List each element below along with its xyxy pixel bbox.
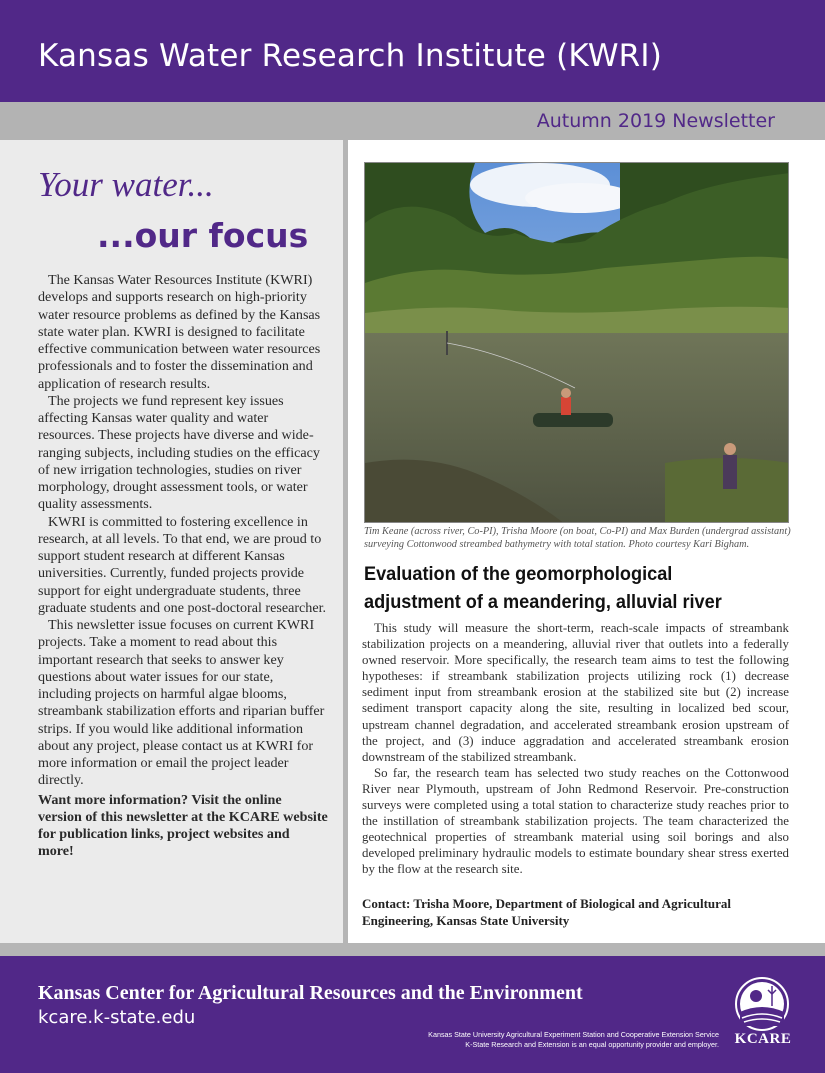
kcare-logo-text: KCARE [734,1031,792,1047]
header-banner [0,0,825,102]
tagline-our-focus: ...our focus [97,216,309,255]
photo-caption: Tim Keane (across river, Co-PI), Trisha Moore (on boat, Co-PI) and Max Burden (undergrad assistant) surveying Cottonwood streambed bathymetry with total station. Photo courtesy Kari Bigham. [364,526,791,550]
footer-disclaimer [428,1030,719,1050]
intro-text [38,272,328,861]
intro-paragraph: This newsletter issue focuses on current KWRI projects. Take a moment to read about this important research that seeks to answer key questions about water issues for our state, including projects on harmful algae blooms, streambank stabilization efforts and riparian buffer strips. If you would like additional information about any project, please contact us at KWRI for more information or email the project leader directly. [38,617,325,789]
intro-paragraph: The projects we fund represent key issues affecting Kansas water quality and water resources. These projects have diverse and wide-ranging subjects, including studies on the efficacy of new irrigation technologies, studies on river morphology, drought assessment tools, or water quality assessments. [38,392,320,513]
intro-paragraph: KWRI is committed to fostering excellence in research, at all levels. To that end, we are proud to support student research at different Kansas universities. Currently, funded projects provide support for eight undergraduate students, three graduate students and one post-doctoral researcher. [38,513,327,616]
tagline-your-water: Your water... [38,165,214,204]
footer-banner [0,956,825,1073]
disclaimer-line: K-State Research and Extension is an equal opportunity provider and employer. [465,1040,719,1049]
article-paragraph: This study will measure the short-term, reach-scale impacts of streambank stabilization projects on a meandering, alluvial river that outlets into a federally owned reservoir. More specifically, the research team aims to test the following hypotheses: if streambank stabilization projects utilizing rock (1) decrease sediment input from streambank erosion at the stabilized site but (2) increase sediment transport capacity along the site, resulting in localized bed scour, upstream channel degradation, and accelerated streambank erosion upstream of the project, and (3) induce aggradation and accelerated streambank erosion downstream of the stabilized streambank. [362,621,789,764]
newsletter-issue: Autumn 2019 Newsletter [536,110,775,132]
river-photo-illustration [365,163,789,523]
article-paragraph: So far, the research team has selected two study reaches on the Cottonwood River near Plymouth, upstream of John Redmond Reservoir. Pre-construction surveys were completed using a total station to characterize study reaches prior to the instillation of streambank stabilization projects. The team characterized the geotechnical properties of streambank material using soil borings and also developed preliminary hydraulic models to estimate boundary shear stress exerted by the flow at the research site. [362,765,789,877]
kcare-website-link[interactable]: kcare.k-state.edu [38,1007,196,1028]
article-panel [348,140,825,943]
more-info-callout: Want more information? Visit the online version of this newsletter at the KCARE website for publication links, project websites and more! [38,791,328,860]
left-sidebar [0,140,343,943]
subheader-bar [0,102,825,140]
intro-paragraph: The Kansas Water Resources Institute (KWRI) develops and supports research on high-priority water resource problems as defined by the Kansas state water plan. KWRI is designed to facilitate effective communication between water resources professionals and to foster the dissemination and application of research results. [38,272,321,392]
article-body [362,620,789,878]
article-contact: Contact: Trisha Moore, Department of Biological and Agricultural Engineering, Kansas State University [362,896,732,928]
disclaimer-line: Kansas State University Agricultural Experiment Station and Cooperative Extension Service [428,1030,719,1039]
river-survey-photo [364,162,789,523]
kcare-title: Kansas Center for Agricultural Resources and the Environment [38,982,583,1004]
institute-title: Kansas Water Research Institute (KWRI) [38,38,663,74]
article-headline: Evaluation of the geomorphological adjustment of a meandering, alluvial river [364,563,722,613]
